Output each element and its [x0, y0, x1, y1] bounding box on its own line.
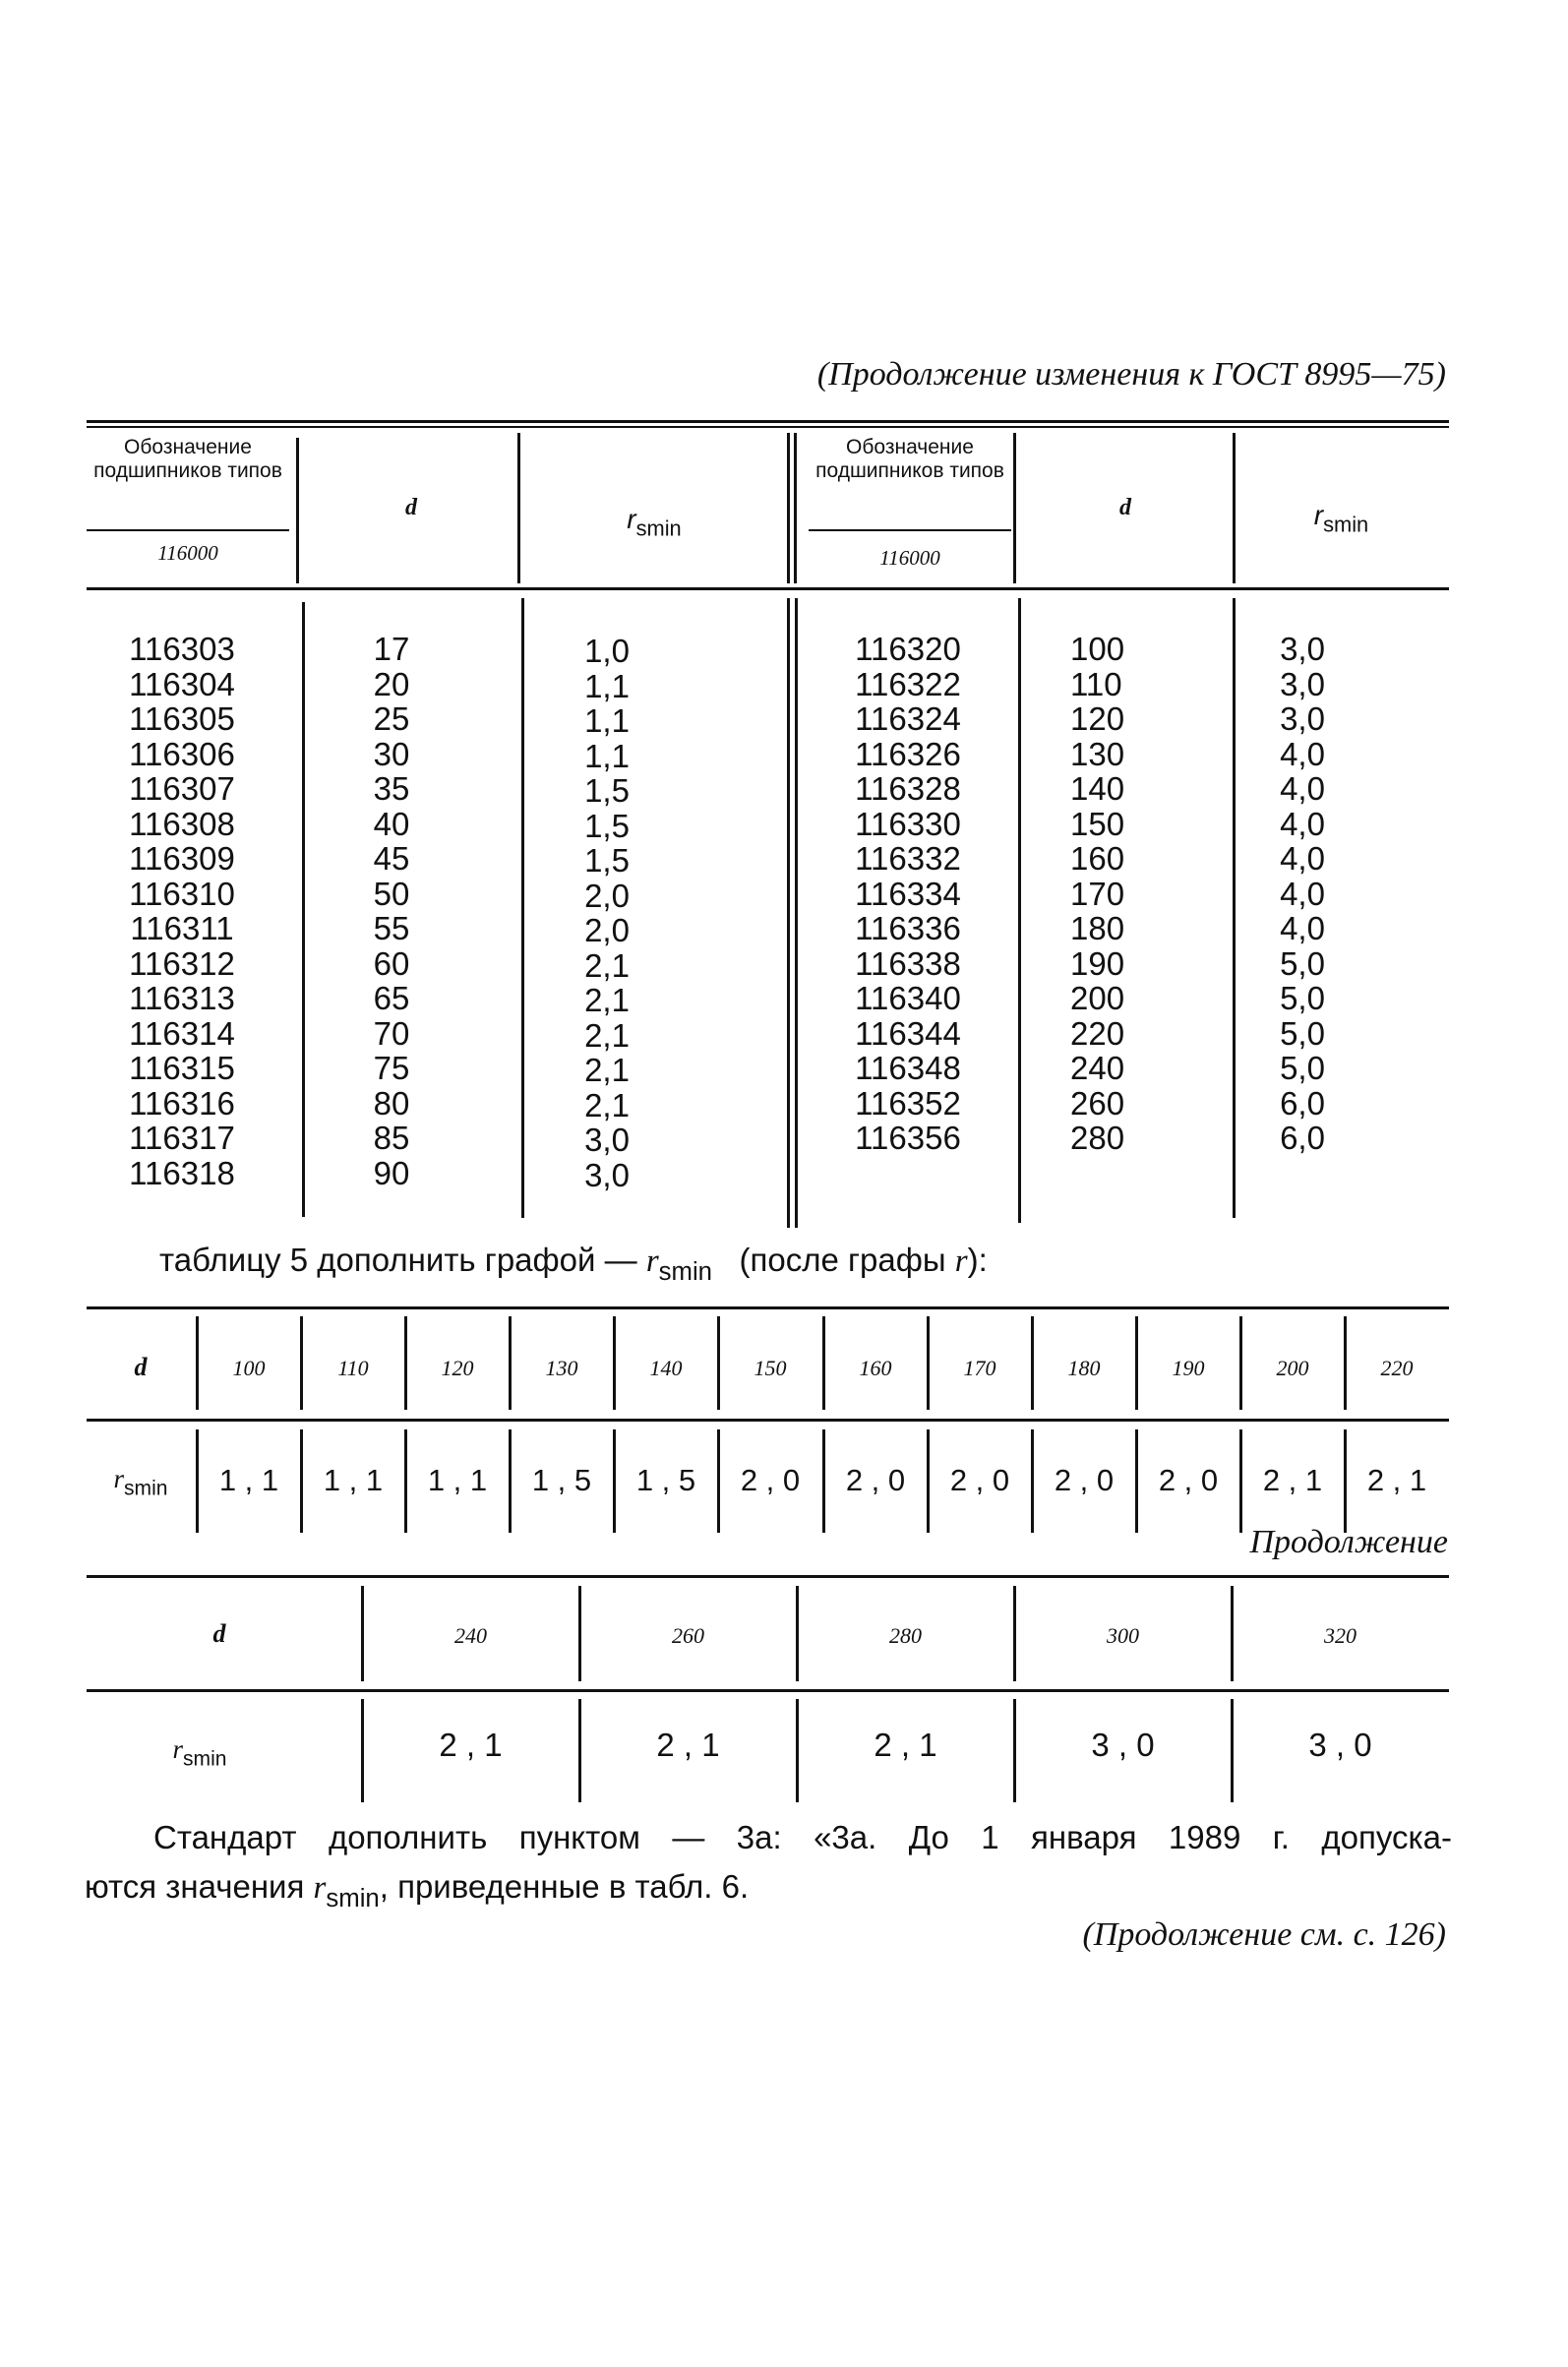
rsmin-cell: 6,0 [1280, 1084, 1325, 1122]
designation-cell: 116344 [855, 1014, 961, 1052]
header-rule [87, 587, 1449, 590]
designation-cell: 116328 [855, 770, 961, 807]
rsmin-cell: 5,0 [1280, 980, 1325, 1016]
rsmin-cell: 1 , 5 [531, 1463, 592, 1497]
designation-cell: 116309 [129, 840, 235, 877]
rsmin-column [1273, 632, 1332, 1156]
designation-cell: 116322 [855, 665, 961, 702]
col-divider [296, 438, 299, 583]
rsmin-cell: 2 , 1 [1366, 1463, 1427, 1497]
d-cell: 160 [859, 1356, 892, 1380]
designation-cell: 116310 [129, 875, 235, 912]
d-cell: 130 [545, 1356, 578, 1380]
rsmin-column [582, 634, 632, 1192]
rsmin-cell: 4,0 [1280, 840, 1325, 877]
d-cell: 320 [1324, 1623, 1357, 1648]
rsmin-cell: 3 , 0 [1308, 1727, 1372, 1763]
d-cell: 150 [754, 1356, 787, 1380]
running-title: (Продолжение изменения к ГОСТ 8995—75) [816, 356, 1446, 393]
rsmin-cell: 4,0 [1280, 805, 1325, 842]
d-cell: 55 [373, 910, 410, 946]
d-cell: 190 [1070, 944, 1125, 982]
col-divider [787, 433, 790, 583]
d-cell: 120 [1070, 700, 1125, 737]
rsmin-cell: 1,5 [584, 772, 630, 809]
row-label-rsmin: $r_{smin}$ [113, 1464, 168, 1500]
d-cell: 100 [1070, 631, 1125, 667]
designation-cell: 116307 [129, 770, 235, 807]
paragraph-line: ются значения $r_{smin}$, приведенные в табл. 6. [85, 1868, 750, 1912]
rsmin-cell: 4,0 [1280, 770, 1325, 807]
d-cell: 150 [1070, 805, 1125, 842]
rsmin-cell: 2,1 [584, 946, 630, 984]
rsmin-cell: 1 , 1 [427, 1463, 488, 1497]
row-rule [87, 1419, 1449, 1422]
designation-cell: 116306 [129, 735, 235, 772]
rsmin-cell: 1 , 1 [323, 1463, 384, 1497]
rsmin-cell: 5,0 [1280, 1050, 1325, 1086]
amendment-paragraph [85, 1813, 1452, 1923]
rsmin-cell: 2,1 [584, 1016, 630, 1054]
d-cell: 180 [1070, 910, 1125, 946]
d-cell: 220 [1380, 1356, 1414, 1380]
row-label-d: d [134, 1353, 148, 1381]
designation-cell: 116330 [855, 805, 961, 842]
d-cell: 240 [454, 1623, 487, 1648]
d-cell: 75 [373, 1050, 410, 1086]
col-divider [795, 598, 798, 1228]
rsmin-cell: 6,0 [1280, 1120, 1325, 1156]
rsmin-cell: 2 , 1 [656, 1727, 720, 1763]
designation-cell: 116316 [129, 1084, 235, 1122]
d-cell: 110 [337, 1356, 369, 1380]
col-divider [302, 602, 305, 1217]
designation-cell: 116340 [855, 980, 961, 1016]
rsmin-cell: 1 , 5 [635, 1463, 696, 1497]
type-header: 116000 [879, 546, 940, 570]
rsmin-cell: 2 , 1 [1262, 1463, 1323, 1497]
designation-cell: 116336 [855, 910, 961, 946]
col-divider [517, 433, 520, 583]
designation-cell: 116315 [129, 1050, 235, 1086]
d-cell: 280 [1070, 1120, 1125, 1156]
table-top-rule [87, 1306, 1449, 1309]
designation-cell: 116308 [129, 805, 235, 842]
d-cell: 30 [373, 735, 410, 772]
table-top-rule [87, 420, 1449, 423]
d-cell: 45 [373, 840, 410, 877]
rsmin-cell: 2 , 1 [439, 1727, 503, 1763]
rsmin-cell: 3,0 [584, 1122, 630, 1158]
d-cell: 200 [1070, 980, 1125, 1016]
col-divider [521, 598, 524, 1218]
rsmin-cell: 1,0 [584, 633, 630, 669]
designation-header: Обозначение подшипников типов [815, 436, 1004, 482]
designation-cell: 116356 [855, 1120, 961, 1156]
designation-cell: 116314 [129, 1014, 235, 1052]
d-cell: 35 [373, 770, 410, 807]
paragraph-line: Стандарт дополнить пунктом — 3а: «3а. До 1 января 1989 г. допуска- [153, 1819, 1452, 1855]
col-divider [1018, 598, 1021, 1223]
rsmin-cell: 2 , 0 [740, 1463, 801, 1497]
designation-cell: 116338 [855, 944, 961, 982]
rsmin-cell: 2,1 [584, 1052, 630, 1088]
d-cell: 50 [373, 875, 410, 912]
rsmin-cell: 2 , 0 [949, 1463, 1010, 1497]
designation-cell: 116312 [129, 944, 235, 982]
d-cell: 70 [373, 1014, 410, 1052]
d-cell: 65 [373, 980, 410, 1016]
type-header: 116000 [157, 541, 218, 565]
rsmin-cell: 3,0 [1280, 665, 1325, 702]
col-divider [794, 433, 797, 583]
rsmin-cell: 4,0 [1280, 875, 1325, 912]
rsmin-cell: 5,0 [1280, 1014, 1325, 1052]
d-cell: 90 [373, 1154, 410, 1191]
col-divider [1013, 433, 1016, 583]
designation-cell: 116318 [129, 1154, 235, 1191]
designation-cell: 116324 [855, 700, 961, 737]
d-cell: 260 [1070, 1084, 1125, 1122]
designation-cell: 116320 [855, 631, 961, 667]
rsmin-cell: 2,1 [584, 982, 630, 1018]
d-cell: 190 [1172, 1356, 1205, 1380]
designation-cell: 116326 [855, 735, 961, 772]
d-header: d [405, 495, 417, 520]
designation-cell: 116304 [129, 665, 235, 702]
designation-column [834, 632, 982, 1156]
rsmin-cell: 1,1 [584, 737, 630, 774]
instruction-line: таблицу 5 дополнить графой — $r_{smin}$ (после графы r): [159, 1242, 988, 1286]
d-column [362, 632, 421, 1190]
rsmin-cell: 2 , 0 [1054, 1463, 1115, 1497]
rsmin-cell: 3 , 0 [1091, 1727, 1155, 1763]
d-cell: 120 [441, 1356, 474, 1380]
d-cell: 110 [1070, 665, 1122, 702]
d-cell: 160 [1070, 840, 1125, 877]
designation-subrule [87, 529, 289, 531]
d-cell: 240 [1070, 1050, 1125, 1086]
d-cell: 180 [1067, 1356, 1101, 1380]
col-divider [787, 598, 790, 1228]
d-cell: 60 [373, 944, 410, 982]
rsmin-cell: 1 , 1 [218, 1463, 279, 1497]
rsmin-cell: 2 , 0 [845, 1463, 906, 1497]
designation-cell: 116334 [855, 875, 961, 912]
d-cell: 40 [373, 805, 410, 842]
designation-cell: 116305 [129, 700, 235, 737]
continuation-label: Продолжение [1249, 1524, 1448, 1560]
designation-cell: 116352 [855, 1084, 961, 1122]
d-cell: 200 [1276, 1356, 1309, 1380]
d-cell: 140 [649, 1356, 683, 1380]
d-cell: 17 [373, 631, 410, 667]
continued-note: (Продолжение см. с. 126) [1082, 1916, 1446, 1953]
d-cell: 280 [889, 1623, 922, 1648]
d-cell: 130 [1070, 735, 1125, 772]
designation-column [108, 632, 256, 1190]
d-cell: 220 [1070, 1014, 1125, 1052]
col-divider [1233, 598, 1236, 1218]
d-column [1070, 632, 1135, 1156]
rsmin-cell: 3,0 [1280, 631, 1325, 667]
rsmin-cell: 2,1 [584, 1086, 630, 1123]
row-label-d: d [212, 1619, 226, 1648]
rsmin-cell: 3,0 [584, 1156, 630, 1193]
d-cell: 20 [373, 665, 410, 702]
d-cell: 80 [373, 1084, 410, 1122]
d-cell: 260 [672, 1623, 704, 1648]
rsmin-cell: 3,0 [1280, 700, 1325, 737]
rsmin-cell: 1,1 [584, 667, 630, 704]
designation-cell: 116311 [130, 910, 234, 946]
designation-subrule [809, 529, 1011, 531]
rsmin-cell: 4,0 [1280, 910, 1325, 946]
designation-cell: 116313 [129, 980, 235, 1016]
d-cell: 170 [1070, 875, 1125, 912]
rsmin-cell: 2,0 [584, 912, 630, 948]
rsmin-header: $r_{smin}$ [627, 504, 682, 541]
rsmin-cell: 4,0 [1280, 735, 1325, 772]
d-cell: 300 [1107, 1623, 1139, 1648]
designation-header: Обозначение подшипников типов [93, 436, 282, 482]
table-top-rule [87, 1575, 1449, 1578]
rsmin-cell: 2,0 [584, 877, 630, 914]
d-header: d [1119, 495, 1131, 520]
designation-cell: 116303 [129, 631, 235, 667]
rsmin-cell: 2 , 0 [1158, 1463, 1219, 1497]
rsmin-cell: 1,1 [584, 702, 630, 739]
d-cell: 170 [963, 1356, 996, 1380]
row-rule [87, 1689, 1449, 1692]
designation-cell: 116332 [855, 840, 961, 877]
d-cell: 85 [373, 1120, 410, 1156]
designation-cell: 116348 [855, 1050, 961, 1086]
rsmin-header: $r_{smin}$ [1313, 500, 1369, 537]
d-cell: 100 [232, 1356, 266, 1380]
rsmin-cell: 2 , 1 [874, 1727, 937, 1763]
rsmin-cell: 1,5 [584, 807, 630, 844]
d-cell: 140 [1070, 770, 1125, 807]
d-cell: 25 [373, 700, 410, 737]
rsmin-cell: 5,0 [1280, 944, 1325, 982]
rsmin-cell: 1,5 [584, 842, 630, 879]
row-label-rsmin: $r_{smin}$ [172, 1734, 227, 1771]
table-top-rule [87, 426, 1449, 428]
designation-cell: 116317 [129, 1120, 235, 1156]
